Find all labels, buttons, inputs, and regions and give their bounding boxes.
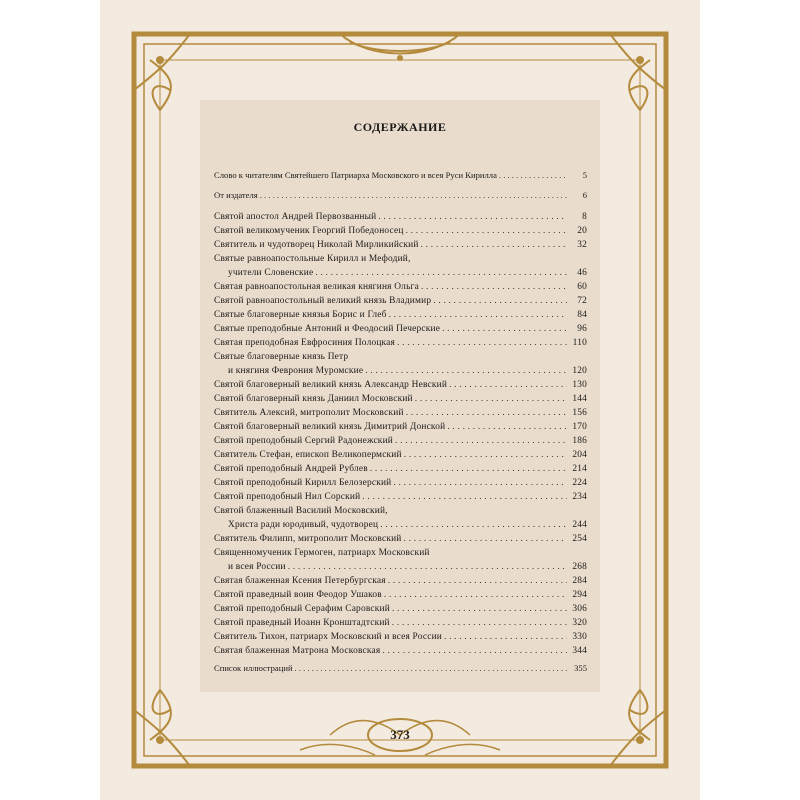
leader-dots — [315, 266, 567, 280]
toc-entry-page: 20 — [577, 226, 587, 236]
leader-dots — [392, 616, 567, 630]
toc-entry-page: 186 — [572, 436, 587, 446]
toc-entry — [214, 294, 587, 308]
toc-entry-title: Слово к читателям Святейшего Патриарха Московского и всея Руси Кирилла — [214, 170, 497, 180]
contents-panel — [200, 100, 600, 692]
leader-dots — [295, 661, 567, 675]
toc-entry — [214, 188, 587, 202]
toc-entry-page: 344 — [572, 646, 587, 656]
toc-entry-page: 355 — [574, 663, 587, 673]
toc-entry — [214, 490, 587, 504]
leader-dots — [378, 210, 567, 224]
toc-entry-title: Святой преподобный Сергий Радонежский — [214, 436, 394, 446]
leader-dots — [393, 476, 567, 490]
toc-entry-page: 320 — [572, 618, 587, 628]
toc-entry — [214, 392, 587, 406]
toc-entry-page: 330 — [572, 632, 587, 642]
toc-entry-title: Святая блаженная Ксения Петербургская — [214, 576, 386, 586]
leader-dots — [389, 308, 567, 322]
toc-entry — [214, 308, 587, 322]
toc-entry-title: Святой блаженный Василий Московский, — [214, 506, 388, 516]
toc-entry-page: 84 — [577, 310, 587, 320]
toc-entry-title: От издателя — [214, 190, 258, 200]
toc-entry — [214, 476, 587, 490]
toc-entry — [214, 546, 587, 574]
toc-entry-page: 96 — [577, 324, 587, 334]
toc-entry — [214, 322, 587, 336]
book-page — [100, 0, 700, 800]
leader-dots — [447, 420, 567, 434]
toc-entry — [214, 406, 587, 420]
leader-dots — [395, 434, 567, 448]
toc-entry-page: 60 — [577, 282, 587, 292]
leader-dots — [392, 602, 567, 616]
toc-entry-title: Святая равноапостольная великая княгиня Ольга — [214, 282, 419, 292]
toc-entry — [214, 574, 587, 588]
toc-entry — [214, 336, 587, 350]
toc-entry-title: Святые преподобные Антоний и Феодосий Печерские — [214, 324, 441, 334]
toc-entry-title: Святитель Алексий, митрополит Московский — [214, 408, 404, 418]
leader-dots — [433, 294, 567, 308]
leader-dots — [260, 188, 567, 202]
toc-entry — [214, 532, 587, 546]
leader-dots — [404, 532, 567, 546]
toc-entry-title: и всея России — [228, 562, 286, 572]
toc-entry — [214, 644, 587, 658]
toc-entry-page: 268 — [572, 562, 587, 572]
toc-entry-title: Святая преподобная Евфросиния Полоцкая — [214, 338, 396, 348]
toc-entry — [214, 602, 587, 616]
page-number-cartouche — [370, 720, 430, 750]
toc-entry-title: Святитель Стефан, епископ Великопермский — [214, 450, 402, 460]
toc-title: СОДЕРЖАНИЕ — [353, 120, 447, 134]
toc-entry — [214, 238, 587, 252]
leader-dots — [397, 336, 567, 350]
toc-entry-title: Святитель Тихон, патриарх Московский и всея России — [214, 632, 442, 642]
leader-dots — [384, 588, 567, 602]
toc-entry-title: Святой равноапостольный великий князь Владимир — [214, 296, 432, 306]
leader-dots — [288, 560, 567, 574]
toc-entry-page: 254 — [572, 534, 587, 544]
toc-entry — [214, 661, 587, 675]
toc-entry-title: Святой благоверный великий князь Александр Невский — [214, 380, 448, 390]
toc-entry-page: 46 — [577, 268, 587, 278]
toc-entry — [214, 252, 587, 280]
toc-entry-page: 110 — [572, 338, 587, 348]
leader-dots — [404, 448, 567, 462]
toc-entry — [214, 504, 587, 532]
toc-entry-page: 5 — [582, 170, 587, 180]
toc-entry-page: 284 — [572, 576, 587, 586]
toc-entry-title: Святые благоверные князья Борис и Глеб — [214, 310, 387, 320]
toc-entry-title: Святой благоверный князь Даниил Московский — [214, 394, 413, 404]
toc-entry — [214, 630, 587, 644]
toc-entry-page: 6 — [582, 190, 587, 200]
toc-entry-title: Христа ради юродивый, чудотворец — [228, 520, 379, 530]
toc-entry-title: и княгиня Феврония Муромские — [228, 366, 364, 376]
toc-entry-title: Святой преподобный Нил Сорский — [214, 492, 361, 502]
toc-entry — [214, 434, 587, 448]
toc-entry-title: Святой благоверный великий князь Димитрий Донской — [214, 422, 446, 432]
toc-entry-page: 144 — [572, 394, 587, 404]
toc-entry-page: 214 — [572, 464, 587, 474]
toc-entry-page: 170 — [572, 422, 587, 432]
page-number: 373 — [390, 727, 410, 742]
toc-entry-title: Святой преподобный Кирилл Белозерский — [214, 478, 392, 488]
toc-entry — [214, 168, 587, 182]
toc-entry-title: Святой великомученик Георгий Победоносец — [214, 226, 404, 236]
toc-entry-title: Священномученик Гермоген, патриарх Московский — [214, 548, 430, 558]
toc-entry-page: 294 — [572, 590, 587, 600]
toc-entry-page: 224 — [572, 478, 587, 488]
toc-entry — [214, 420, 587, 434]
leader-dots — [444, 630, 567, 644]
toc-entry-page: 130 — [572, 380, 587, 390]
leader-dots — [499, 168, 567, 182]
toc-entry-title: Святые равноапостольные Кирилл и Мефодий, — [214, 254, 411, 264]
toc-entry — [214, 616, 587, 630]
toc-entry-title: Святой преподобный Андрей Рублев — [214, 464, 368, 474]
toc-entry-page: 32 — [577, 240, 587, 250]
leader-dots — [421, 280, 567, 294]
toc-entry-title: Святые благоверные князь Петр — [214, 352, 349, 362]
toc-entry-title: Святой апостол Андрей Первозванный — [214, 212, 377, 222]
toc-entry-title: Святой преподобный Серафим Саровский — [214, 604, 390, 614]
toc-entry-page: 244 — [572, 520, 587, 530]
leader-dots — [415, 392, 567, 406]
leader-dots — [365, 364, 567, 378]
leader-dots — [388, 574, 567, 588]
toc-entry-page: 72 — [577, 296, 587, 306]
toc-entry-title: Святитель Филипп, митрополит Московский — [214, 534, 402, 544]
leader-dots — [406, 406, 567, 420]
leader-dots — [421, 238, 567, 252]
leader-dots — [449, 378, 567, 392]
toc-entry-title: Святой праведный воин Феодор Ушаков — [214, 590, 382, 600]
toc-entry — [214, 378, 587, 392]
toc-entry-title: Святой праведный Иоанн Кронштадтский — [214, 618, 390, 628]
toc-entry — [214, 280, 587, 294]
toc-entry — [214, 224, 587, 238]
toc-entry-title: Список иллюстраций — [214, 663, 293, 673]
toc-entry-page: 306 — [572, 604, 587, 614]
toc-entry-page: 120 — [572, 366, 587, 376]
toc-entry — [214, 448, 587, 462]
toc-entry-title: Святитель и чудотворец Николай Мирликийский — [214, 240, 419, 250]
toc-entry — [214, 588, 587, 602]
leader-dots — [442, 322, 567, 336]
leader-dots — [362, 490, 567, 504]
toc-entry-page: 204 — [572, 450, 587, 460]
leader-dots — [382, 644, 567, 658]
leader-dots — [406, 224, 567, 238]
toc-entry-title: учители Словенские — [228, 268, 314, 278]
toc-entry — [214, 210, 587, 224]
toc-entry-page: 8 — [582, 212, 587, 222]
toc-entry — [214, 462, 587, 476]
toc-entry-page: 156 — [572, 408, 587, 418]
leader-dots — [370, 462, 567, 476]
toc-entry-title: Святая блаженная Матрона Московская — [214, 646, 381, 656]
leader-dots — [380, 518, 567, 532]
toc-entry — [214, 350, 587, 378]
toc-entry-page: 234 — [572, 492, 587, 502]
